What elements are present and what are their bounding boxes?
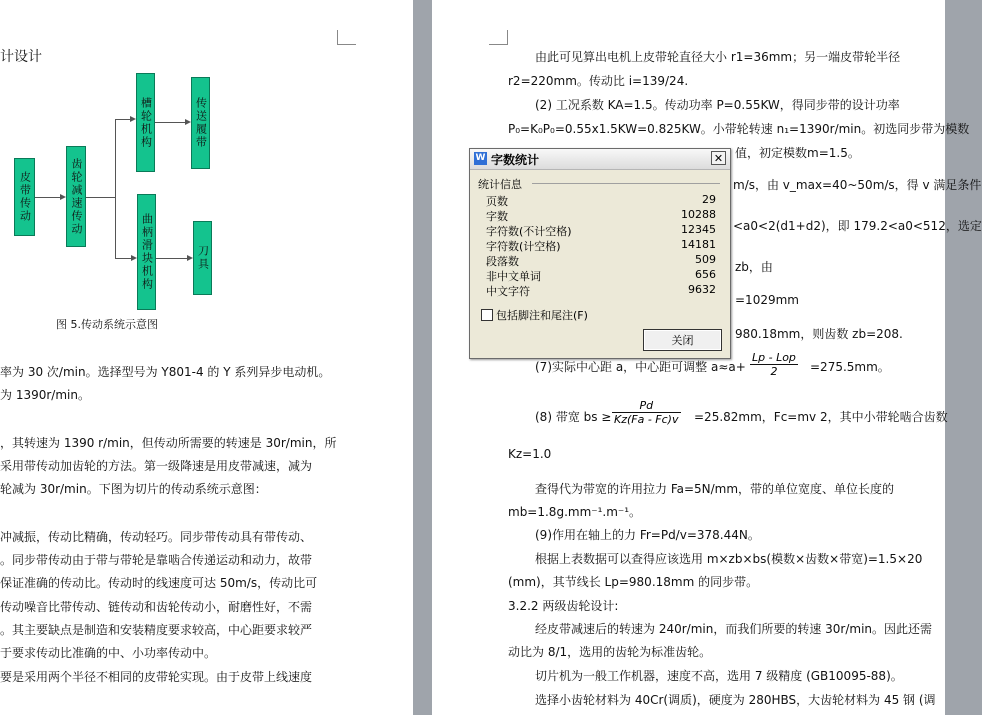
- connector-line: [86, 197, 115, 198]
- paragraph-line: r2=220mm。传动比 i=139/24.: [508, 74, 689, 88]
- connector-line: [115, 119, 116, 259]
- include-footnotes-label[interactable]: 包括脚注和尾注(F): [496, 309, 588, 322]
- paragraph-line: (mm)，其节线长 Lp=980.18mm 的同步带。: [508, 575, 759, 589]
- page-corner-mark: [337, 30, 356, 45]
- paragraph-line: mb=1.8g.mm⁻¹.m⁻¹。: [508, 505, 642, 519]
- paragraph-line: Kz=1.0: [508, 447, 552, 461]
- section-heading: 计设计: [0, 49, 42, 65]
- connector-line: [155, 122, 185, 123]
- paragraph-line: zb，由: [735, 260, 773, 274]
- paragraph-line: 冲减振，传动比精确，传动轻巧。同步带传动具有带传动、: [0, 530, 313, 544]
- connector-line: [115, 258, 131, 259]
- statistics-group-label: 统计信息: [478, 178, 522, 191]
- paragraph-line: 。同步带传动由于带与带轮是靠啮合传递运动和动力，故带: [0, 553, 313, 567]
- paragraph-line: =1029mm: [735, 293, 799, 307]
- figure-caption: 图 5.传动系统示意图: [56, 318, 158, 331]
- stat-row-non-chinese-words: 非中文单词 656: [486, 268, 716, 283]
- paragraph-line: 动比为 8/1，选用的齿轮为标准齿轮。: [508, 645, 712, 659]
- paragraph-line: 为 1390r/min。: [0, 388, 90, 402]
- stat-row-chinese-chars: 中文字符 9632: [486, 283, 716, 298]
- stat-row-pages: 页数 29: [486, 193, 716, 208]
- stat-row-words: 字数 10288: [486, 208, 716, 223]
- arrow-head: [187, 255, 193, 261]
- word-count-dialog: [469, 148, 731, 359]
- paragraph-line: 选择小齿轮材料为 40Cr(调质)，硬度为 280HBS，大齿轮材料为 45 钢 (调: [535, 693, 936, 707]
- paragraph-line: (9)作用在轴上的力 Fr=Pd/v=378.44N。: [535, 528, 760, 542]
- paragraph-line: 轮减为 30r/min。下图为切片的传动系统示意图：: [0, 482, 267, 496]
- paragraph-line: 采用带传动加齿轮的方法。第一级降速是用皮带减速，减为: [0, 459, 313, 473]
- group-divider: [532, 183, 720, 184]
- paragraph-line: 值，初定模数m=1.5。: [735, 146, 860, 160]
- paragraph-line: ，其转速为 1390 r/min，但传动所需要的转速是 30r/min，所: [0, 436, 337, 450]
- paragraph-line: 要是采用两个半径不相同的皮带轮实现。由于皮带上线速度: [0, 670, 313, 684]
- connector-line: [156, 258, 187, 259]
- include-footnotes-checkbox[interactable]: [481, 309, 493, 321]
- paragraph-line: 率为 30 次/min。选择型号为 Y801-4 的 Y 系列异步电动机。: [0, 365, 331, 379]
- paragraph-line: 根据上表数据可以查得应该选用 m×zb×bs(模数×齿数×带宽)=1.5×20: [535, 552, 923, 566]
- paragraph-line: 于要求传动比准确的中、小功率传动中。: [0, 646, 217, 660]
- box-gear-reducer: 齿轮减速传动: [66, 146, 86, 247]
- arrow-head: [60, 194, 66, 200]
- document-page-left: [0, 0, 413, 715]
- paragraph-line: 经皮带减速后的转速为 240r/min，而我们所要的转速 30r/min。因此还需: [535, 622, 933, 636]
- paragraph-line: 查得代为带宽的许用拉力 Fa=5N/mm，带的单位宽度、单位长度的: [535, 482, 895, 496]
- stat-row-chars-no-spaces: 字符数(不计空格) 12345: [486, 223, 716, 238]
- paragraph-line: (2) 工况系数 KA=1.5。传动功率 P=0.55KW，得同步带的设计功率: [535, 98, 900, 112]
- page-corner-mark: [489, 30, 508, 45]
- paragraph-line: 980.18mm，则齿数 zb=208.: [735, 327, 903, 341]
- connector-line: [35, 197, 60, 198]
- box-cutter: 刀具: [193, 221, 212, 295]
- section-heading: 3.2.2 两级齿轮设计:: [508, 599, 619, 613]
- document-page-right: 由此可见算出电机上皮带轮直径大小 r1=36mm；另一端皮带轮半径 r2=220mm。传动比 i=139/24. (2) 工况系数 KA=1.5。传动功率 P=0.55KW，得同步带的设计功率 P₀=K₀P₀=0.55x1.5KW=0.825KW。小带轮转速 n₁=1390r/min。初选同步带为模数 值，初定模数m=1.5。 m/s，由 v_max=40~50m/s，得 v 满足条件 <a0<2(d1+d2)，即 179.2<a0<512，选定 zb，由 =1029mm 980.18mm，则齿数 zb=208. (7)实际中心距 a，中心距可调整 a≈a+ Lp - Lop 2 =275.5mm。 (8) 带宽 bs ≥ $\frac{Pd}{Kz(Fa - Fc)v}$ =25.82mm，Fc=mv 2，其中小带轮啮合齿数 Kz=1.0 查得代为带宽的许用拉力 Fa=5N/mm，带的单位宽度、单位长度的 mb=1.8g.mm⁻¹.m⁻¹。 (9)作用在轴上的力 Fr=Pd/v=378.44N。 根据上表数据可以查得应该选用 m×zb×bs(模数×齿数×带宽)=1.5×20 (mm)，其节线长 Lp=980.18mm 的同步带。 3.2.2 两级齿轮设计: 经皮带减速后的转速为 240r/min，而我们所要的转速 30r/min。因此还需 动比为 8/1，选用的齿轮为标准齿轮。 切片机为一般工作机器，速度不高，选用 7 级精度 (GB10095-88)。 选择小齿轮材料为 40Cr(调质)，硬度为 280HBS，大齿轮材料为 45 钢 (调: [432, 0, 945, 715]
- box-conveyor-belt: 传送履带: [191, 77, 210, 169]
- paragraph-line: 保证准确的传动比。传动时的线速度可达 50m/s，传动比可: [0, 576, 318, 590]
- box-sheave-mechanism: 槽轮机构: [136, 73, 155, 172]
- dialog-titlebar[interactable]: [470, 149, 730, 170]
- arrow-head: [185, 119, 191, 125]
- paragraph-line: <a0<2(d1+d2)，即 179.2<a0<512，选定: [733, 219, 982, 233]
- paragraph-line: P₀=K₀P₀=0.55x1.5KW=0.825KW。小带轮转速 n₁=1390r/min。初选同步带为模数: [508, 122, 970, 136]
- paragraph-line: 传动噪音比带传动、链传动和齿轮传动小，耐磨性好，不需: [0, 600, 313, 614]
- close-button[interactable]: 关闭: [643, 329, 722, 351]
- word-app-icon: W: [475, 153, 486, 163]
- close-icon[interactable]: ✕: [711, 151, 726, 165]
- paragraph-line: 。其主要缺点是制造和安装精度要求较高，中心距要求较严: [0, 623, 313, 637]
- box-crank-slider: 曲柄滑块机构: [137, 194, 156, 310]
- box-belt-drive: 皮带传动: [14, 158, 35, 236]
- paragraph-line: m/s，由 v_max=40~50m/s，得 v 满足条件: [733, 178, 982, 192]
- paragraph-line: 切片机为一般工作机器，速度不高，选用 7 级精度 (GB10095-88)。: [535, 669, 903, 683]
- arrow-head: [131, 255, 137, 261]
- stat-row-chars-with-spaces: 字符数(计空格) 14181: [486, 238, 716, 253]
- dialog-title: 字数统计: [491, 153, 540, 167]
- paragraph-line: 由此可见算出电机上皮带轮直径大小 r1=36mm；另一端皮带轮半径: [535, 50, 901, 64]
- connector-line: [115, 119, 130, 120]
- arrow-head: [130, 116, 136, 122]
- stat-row-paragraphs: 段落数 509: [486, 253, 716, 268]
